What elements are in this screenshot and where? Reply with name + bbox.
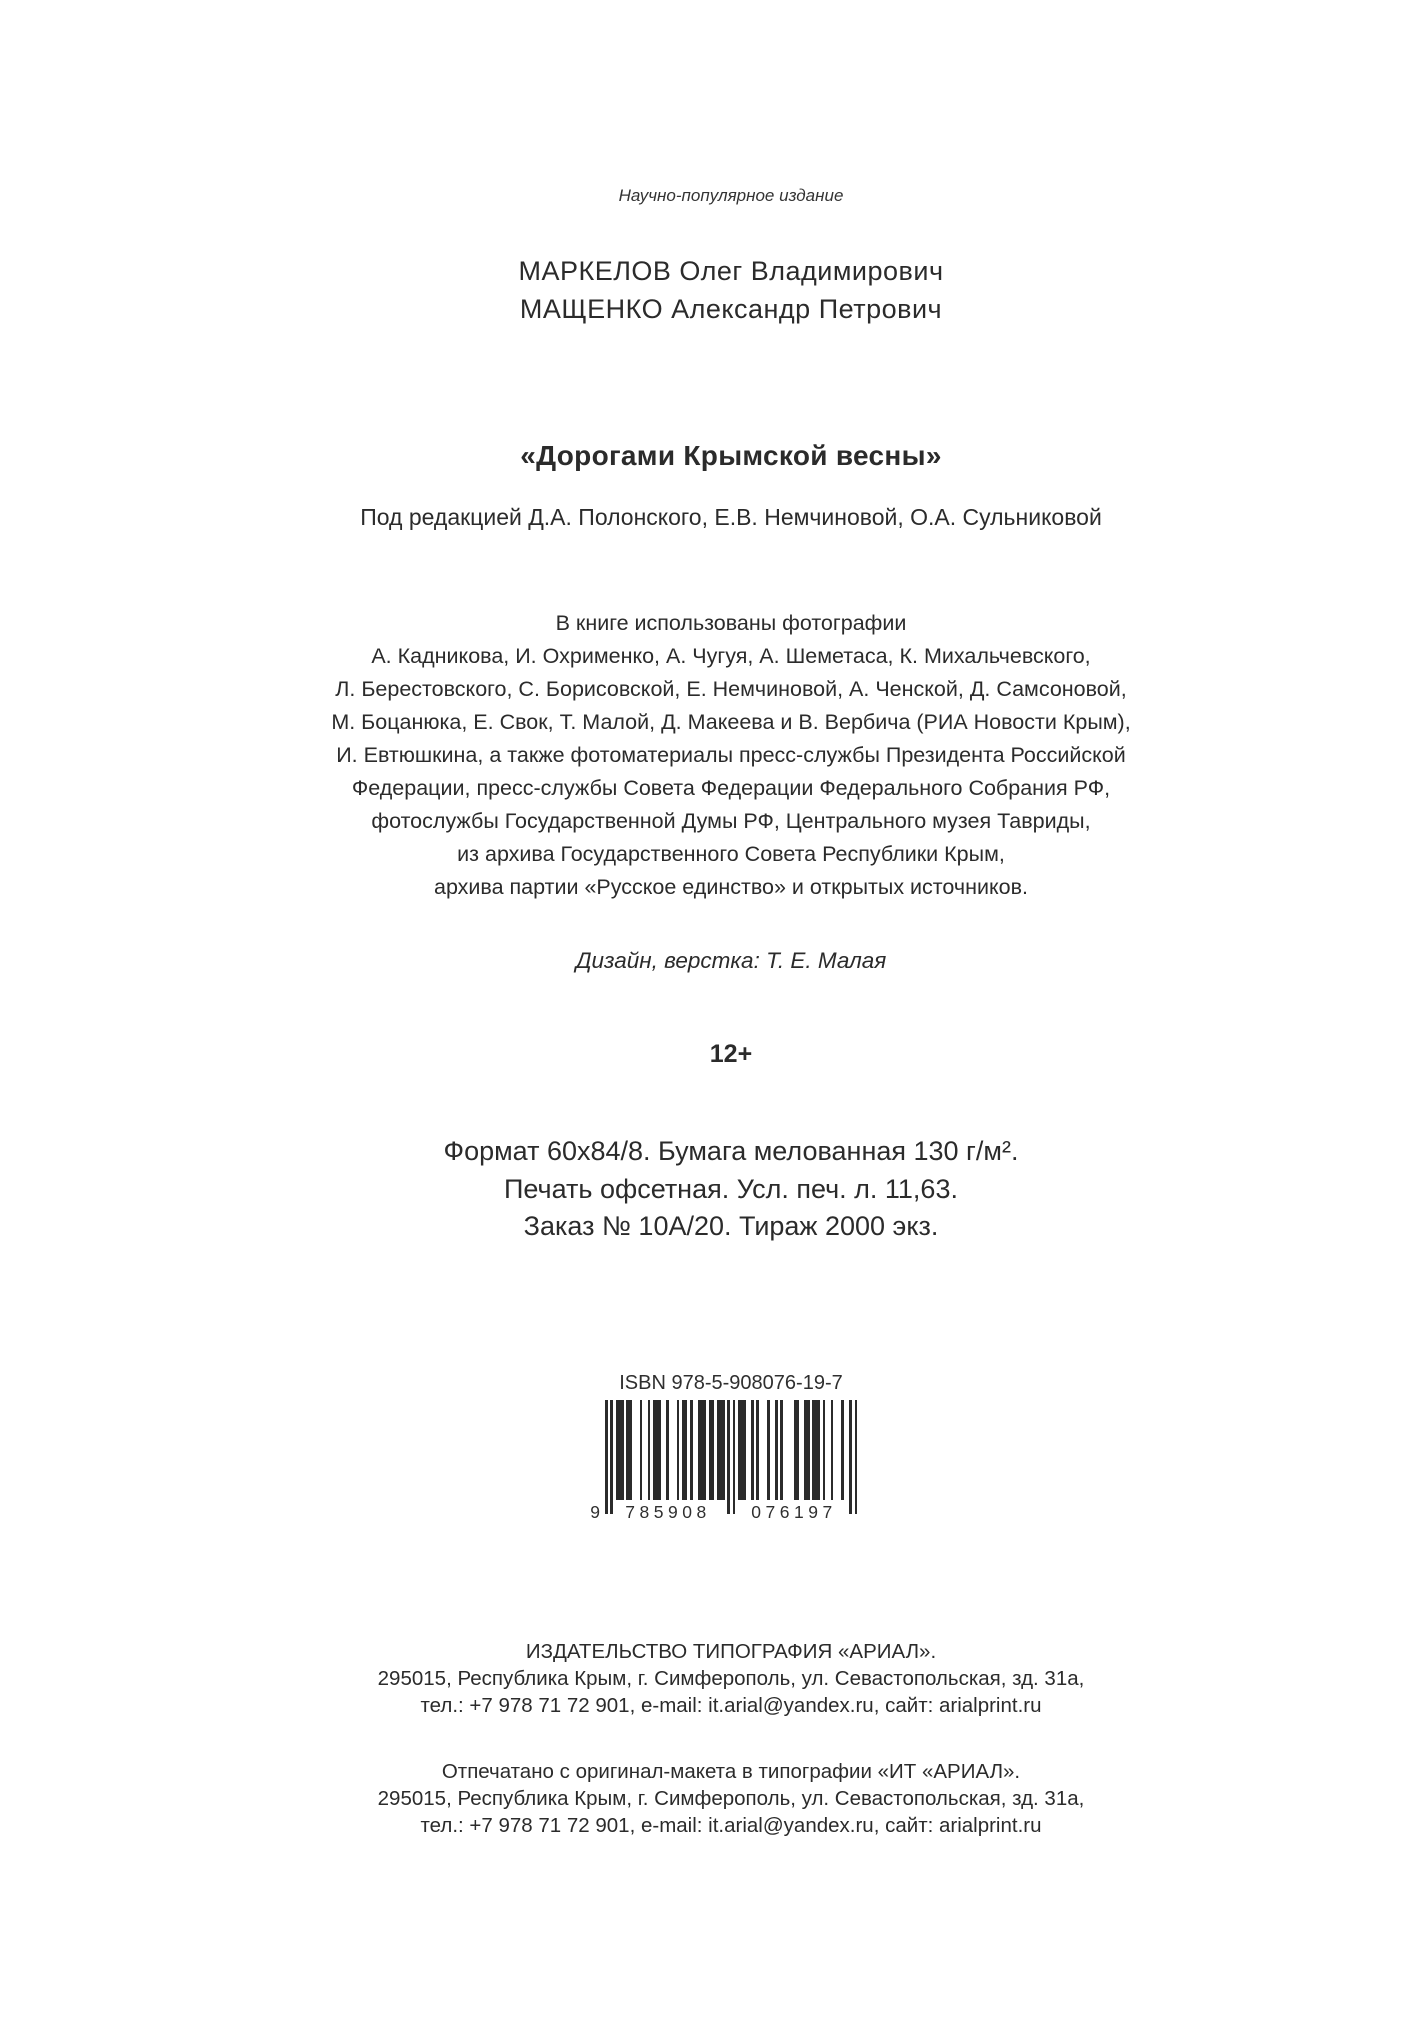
photo-credits-line: В книге использованы фотографии <box>555 611 907 635</box>
printing-line: тел.: +7 978 71 72 901, e-mail: it.arial@yandex.ru, сайт: arialprint.ru <box>420 1814 1042 1837</box>
isbn-text: ISBN 978-5-908076-19-7 <box>619 1372 843 1394</box>
age-rating-badge: 12+ <box>709 1040 753 1068</box>
editors-line: Под редакцией Д.А. Полонского, Е.В. Немчиновой, О.А. Сульниковой <box>360 504 1102 530</box>
page-content <box>22 0 1418 2024</box>
barcode-digits-left: 785908 <box>625 1502 711 1522</box>
print-specs-line: Формат 60х84/8. Бумага мелованная 130 г/м². <box>443 1136 1019 1166</box>
author-name-2: МАЩЕНКО Александр Петрович <box>519 294 943 324</box>
photo-credits-line: Федерации, пресс-службы Совета Федерации Федерального Собрания РФ, <box>351 776 1111 800</box>
photo-credits-line: фотослужбы Государственной Думы РФ, Центрального музея Тавриды, <box>371 809 1091 833</box>
photo-credits-line: из архива Государственного Совета Республики Крым, <box>457 842 1005 866</box>
printing-line: Отпечатано с оригинал-макета в типографии «ИТ «АРИАЛ». <box>441 1760 1021 1783</box>
photo-credits-line: архива партии «Русское единство» и открытых источников. <box>434 875 1028 899</box>
print-specs-line: Заказ № 10А/20. Тираж 2000 экз. <box>523 1211 939 1241</box>
print-specs-line: Печать офсетная. Усл. печ. л. 11,63. <box>504 1173 958 1204</box>
barcode-digit-lead: 9 <box>590 1502 600 1522</box>
print-specs-block <box>22 1133 1418 1246</box>
publisher-line: тел.: +7 978 71 72 901, e-mail: it.arial@yandex.ru, сайт: arialprint.ru <box>420 1694 1042 1717</box>
photo-credits-line: М. Боцанюка, Е. Свок, Т. Малой, Д. Макеева и В. Вербича (РИА Новости Крым), <box>331 710 1131 734</box>
authors-block <box>22 252 1418 328</box>
barcode-bars <box>605 1400 857 1514</box>
photo-credits-line: Л. Берестовского, С. Борисовской, Е. Немчиновой, А. Ченской, Д. Самсоновой, <box>335 677 1127 701</box>
photo-credits-line: И. Евтюшкина, а также фотоматериалы пресс-службы Президента Российской <box>336 743 1126 767</box>
publisher-line: ИЗДАТЕЛЬСТВО ТИПОГРАФИЯ «АРИАЛ». <box>525 1640 937 1663</box>
publisher-line: 295015, Республика Крым, г. Симферополь, ул. Севастопольская, зд. 31а, <box>377 1667 1085 1690</box>
printing-line: 295015, Республика Крым, г. Симферополь, ул. Севастопольская, зд. 31а, <box>377 1787 1085 1810</box>
printing-block <box>22 1758 1418 1839</box>
author-name-1: МАРКЕЛОВ Олег Владимирович <box>518 256 944 286</box>
edition-type-label: Научно-популярное издание <box>618 186 844 205</box>
publisher-block <box>22 1638 1418 1719</box>
book-title: «Дорогами Крымской весны» <box>520 440 942 471</box>
design-credit: Дизайн, верстка: Т. Е. Малая <box>575 948 887 973</box>
barcode-digits-right: 076197 <box>751 1502 837 1522</box>
isbn-barcode <box>590 1372 857 1523</box>
photo-credits-line: А. Кадникова, И. Охрименко, А. Чугуя, А. Шеметаса, К. Михальчевского, <box>371 644 1091 668</box>
barcode-digits <box>581 1502 857 1523</box>
photo-credits-block <box>22 607 1418 904</box>
